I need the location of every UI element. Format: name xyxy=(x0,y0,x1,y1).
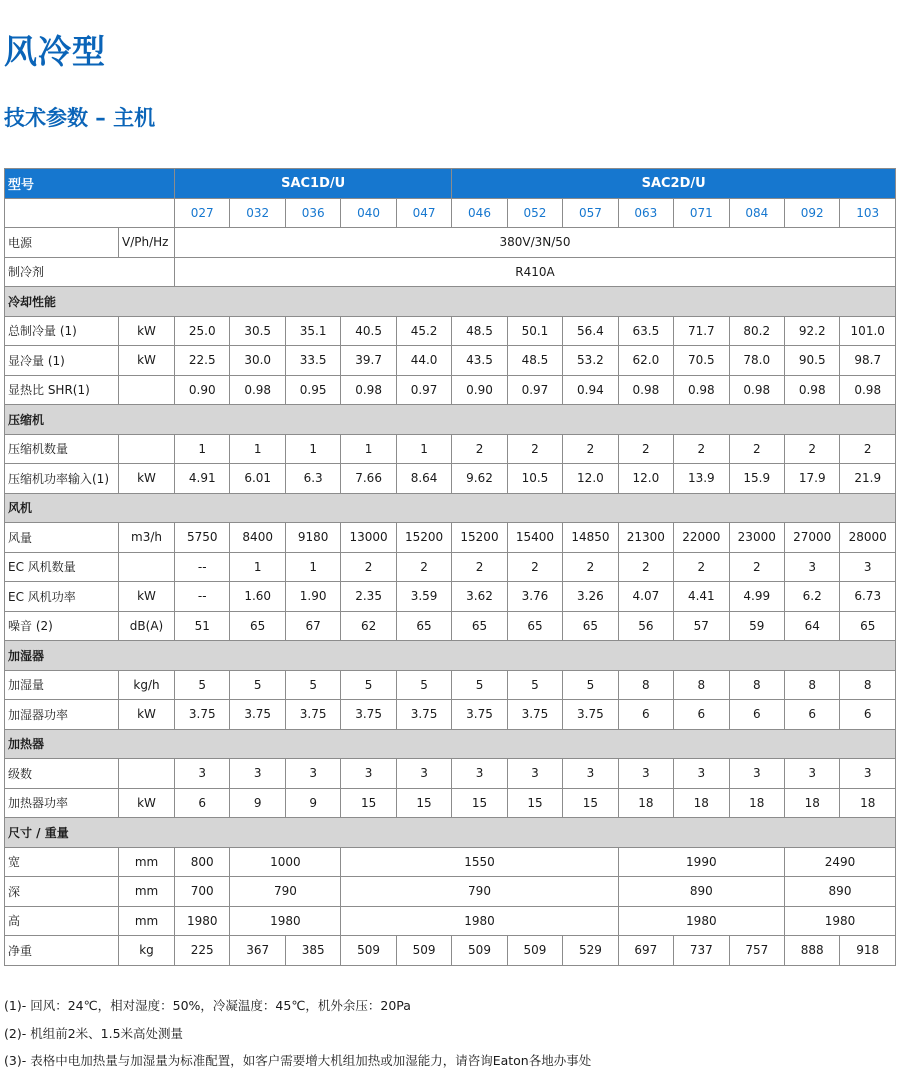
table-cell: 3.75 xyxy=(230,700,285,730)
table-cell: 53.2 xyxy=(563,346,618,376)
table-cell: 15 xyxy=(396,788,451,818)
table-cell: 40.5 xyxy=(341,316,396,346)
table-cell: 2 xyxy=(452,552,507,582)
table-cell: 1 xyxy=(230,552,285,582)
group-row-cooling xyxy=(5,287,896,317)
table-cell: 0.98 xyxy=(785,375,840,405)
table-header-row xyxy=(5,169,896,199)
table-cell: 1000 xyxy=(230,847,341,877)
table-cell: 65 xyxy=(230,611,285,641)
table-row xyxy=(5,552,896,582)
table-row xyxy=(5,346,896,376)
model-cell: 103 xyxy=(840,198,896,228)
table-cell: 56.4 xyxy=(563,316,618,346)
table-cell: 790 xyxy=(230,877,341,907)
table-cell: 8 xyxy=(618,670,673,700)
table-cell: 33.5 xyxy=(285,346,340,376)
model-cell: 027 xyxy=(175,198,230,228)
row-label: 级数 xyxy=(5,759,119,789)
table-cell: 3 xyxy=(785,759,840,789)
table-cell: 3 xyxy=(563,759,618,789)
table-cell: 63.5 xyxy=(618,316,673,346)
table-cell: 80.2 xyxy=(729,316,784,346)
table-cell: 43.5 xyxy=(452,346,507,376)
table-row xyxy=(5,877,896,907)
table-cell: 4.41 xyxy=(674,582,729,612)
table-cell: 8 xyxy=(729,670,784,700)
row-label: 噪音 (2) xyxy=(5,611,119,641)
group-label: 加湿器 xyxy=(5,641,896,671)
group-label: 冷却性能 xyxy=(5,287,896,317)
table-cell: 0.95 xyxy=(285,375,340,405)
table-cell: 9180 xyxy=(285,523,340,553)
table-cell: 4.99 xyxy=(729,582,784,612)
row-label: 风量 xyxy=(5,523,119,553)
table-cell: 1550 xyxy=(341,847,618,877)
table-cell: 385 xyxy=(285,936,340,966)
table-row xyxy=(5,936,896,966)
row-label: 制冷剂 xyxy=(5,257,175,287)
table-cell: 35.1 xyxy=(285,316,340,346)
model-cell: 046 xyxy=(452,198,507,228)
row-unit: mm xyxy=(119,906,175,936)
refrigerant-value: R410A xyxy=(175,257,896,287)
table-cell: 3.76 xyxy=(507,582,562,612)
row-unit xyxy=(119,434,175,464)
table-cell: 800 xyxy=(175,847,230,877)
table-cell: 21300 xyxy=(618,523,673,553)
table-cell: 48.5 xyxy=(452,316,507,346)
table-cell: 6 xyxy=(618,700,673,730)
table-cell: 30.5 xyxy=(230,316,285,346)
table-cell: 700 xyxy=(175,877,230,907)
table-row xyxy=(5,523,896,553)
group-row-dimensions xyxy=(5,818,896,848)
row-unit: kW xyxy=(119,346,175,376)
group-row-compressor xyxy=(5,405,896,435)
table-cell: 4.07 xyxy=(618,582,673,612)
table-cell: 529 xyxy=(563,936,618,966)
table-row xyxy=(5,375,896,405)
table-cell: 6 xyxy=(175,788,230,818)
table-cell: 3 xyxy=(175,759,230,789)
model-cell: 092 xyxy=(785,198,840,228)
table-cell: 3 xyxy=(396,759,451,789)
table-cell: 1980 xyxy=(175,906,230,936)
table-cell: 62 xyxy=(341,611,396,641)
table-cell: 2.35 xyxy=(341,582,396,612)
table-cell: 51 xyxy=(175,611,230,641)
table-cell: 64 xyxy=(785,611,840,641)
row-unit xyxy=(119,759,175,789)
model-cell: 040 xyxy=(341,198,396,228)
row-unit: mm xyxy=(119,877,175,907)
table-cell: 15.9 xyxy=(729,464,784,494)
table-cell: 8 xyxy=(840,670,896,700)
table-cell: 22000 xyxy=(674,523,729,553)
table-row xyxy=(5,611,896,641)
table-cell: 6.3 xyxy=(285,464,340,494)
table-cell: 757 xyxy=(729,936,784,966)
row-unit: m3/h xyxy=(119,523,175,553)
table-cell: 9 xyxy=(230,788,285,818)
table-row xyxy=(5,759,896,789)
table-cell: 4.91 xyxy=(175,464,230,494)
family-sac1du: SAC1D/U xyxy=(175,169,452,199)
group-label: 风机 xyxy=(5,493,896,523)
row-unit: kW xyxy=(119,700,175,730)
table-cell: -- xyxy=(175,582,230,612)
table-cell: 1 xyxy=(396,434,451,464)
table-cell: 3 xyxy=(341,759,396,789)
table-cell: 5 xyxy=(175,670,230,700)
table-cell: 6.73 xyxy=(840,582,896,612)
table-cell: 509 xyxy=(396,936,451,966)
table-cell: 15400 xyxy=(507,523,562,553)
table-cell: 3.59 xyxy=(396,582,451,612)
table-cell: 6 xyxy=(785,700,840,730)
table-cell: 3 xyxy=(230,759,285,789)
spec-table xyxy=(4,168,896,966)
table-row xyxy=(5,788,896,818)
table-cell: 1990 xyxy=(618,847,784,877)
table-row xyxy=(5,434,896,464)
table-cell: 25.0 xyxy=(175,316,230,346)
table-cell: 28000 xyxy=(840,523,896,553)
model-cell: 084 xyxy=(729,198,784,228)
table-cell: 0.98 xyxy=(618,375,673,405)
table-cell: 1 xyxy=(341,434,396,464)
table-cell: 18 xyxy=(840,788,896,818)
group-label: 压缩机 xyxy=(5,405,896,435)
table-cell: 65 xyxy=(452,611,507,641)
table-cell: 12.0 xyxy=(618,464,673,494)
table-cell: 0.98 xyxy=(341,375,396,405)
table-cell: 1 xyxy=(175,434,230,464)
table-cell: 509 xyxy=(341,936,396,966)
row-label: 宽 xyxy=(5,847,119,877)
table-cell: 2 xyxy=(452,434,507,464)
table-cell: 5 xyxy=(452,670,507,700)
table-cell: 15 xyxy=(341,788,396,818)
table-cell: 2 xyxy=(729,552,784,582)
table-cell: 15 xyxy=(507,788,562,818)
table-cell: 10.5 xyxy=(507,464,562,494)
table-cell: -- xyxy=(175,552,230,582)
table-cell: 6.01 xyxy=(230,464,285,494)
table-cell: 5 xyxy=(507,670,562,700)
table-cell: 367 xyxy=(230,936,285,966)
row-label: 加湿量 xyxy=(5,670,119,700)
table-cell: 44.0 xyxy=(396,346,451,376)
row-unit: kg/h xyxy=(119,670,175,700)
group-row-heater xyxy=(5,729,896,759)
table-cell: 13000 xyxy=(341,523,396,553)
model-cell: 036 xyxy=(285,198,340,228)
table-cell: 22.5 xyxy=(175,346,230,376)
table-cell: 1980 xyxy=(618,906,784,936)
table-cell: 9 xyxy=(285,788,340,818)
table-cell: 1980 xyxy=(230,906,341,936)
table-cell: 0.98 xyxy=(840,375,896,405)
row-label: EC 风机功率 xyxy=(5,582,119,612)
table-cell: 3.75 xyxy=(452,700,507,730)
table-cell: 2 xyxy=(618,434,673,464)
table-cell: 509 xyxy=(452,936,507,966)
table-cell: 1 xyxy=(285,434,340,464)
table-cell: 2 xyxy=(507,434,562,464)
table-cell: 9.62 xyxy=(452,464,507,494)
table-cell: 890 xyxy=(785,877,896,907)
model-cell: 063 xyxy=(618,198,673,228)
table-cell: 23000 xyxy=(729,523,784,553)
table-cell: 1 xyxy=(285,552,340,582)
table-cell: 65 xyxy=(396,611,451,641)
table-row xyxy=(5,670,896,700)
table-cell: 70.5 xyxy=(674,346,729,376)
table-cell: 6.2 xyxy=(785,582,840,612)
row-label: 显冷量 (1) xyxy=(5,346,119,376)
table-cell: 7.66 xyxy=(341,464,396,494)
table-cell: 1.90 xyxy=(285,582,340,612)
table-cell: 0.98 xyxy=(230,375,285,405)
table-cell: 18 xyxy=(618,788,673,818)
table-cell: 890 xyxy=(618,877,784,907)
refrigerant-row xyxy=(5,257,896,287)
table-cell: 57 xyxy=(674,611,729,641)
row-label: 电源 xyxy=(5,228,119,258)
table-cell: 56 xyxy=(618,611,673,641)
table-cell: 45.2 xyxy=(396,316,451,346)
table-row xyxy=(5,464,896,494)
table-cell: 3 xyxy=(729,759,784,789)
row-label: 深 xyxy=(5,877,119,907)
table-cell: 0.98 xyxy=(729,375,784,405)
table-cell: 27000 xyxy=(785,523,840,553)
table-cell: 14850 xyxy=(563,523,618,553)
table-cell: 3.75 xyxy=(507,700,562,730)
row-unit: V/Ph/Hz xyxy=(119,228,175,258)
table-cell: 6 xyxy=(840,700,896,730)
model-header: 型号 xyxy=(5,169,175,199)
model-cell: 071 xyxy=(674,198,729,228)
table-cell: 790 xyxy=(341,877,618,907)
table-cell: 13.9 xyxy=(674,464,729,494)
table-cell: 5 xyxy=(285,670,340,700)
table-cell: 888 xyxy=(785,936,840,966)
table-cell: 90.5 xyxy=(785,346,840,376)
table-cell: 2 xyxy=(729,434,784,464)
table-cell: 2 xyxy=(563,434,618,464)
table-row xyxy=(5,316,896,346)
table-cell: 5 xyxy=(563,670,618,700)
table-cell: 3.75 xyxy=(341,700,396,730)
row-label: 压缩机功率输入(1) xyxy=(5,464,119,494)
power-value: 380V/3N/50 xyxy=(175,228,896,258)
table-cell: 15 xyxy=(563,788,618,818)
row-unit xyxy=(119,552,175,582)
table-cell: 2 xyxy=(785,434,840,464)
table-cell: 2 xyxy=(396,552,451,582)
table-cell: 918 xyxy=(840,936,896,966)
table-cell: 59 xyxy=(729,611,784,641)
table-cell: 3.75 xyxy=(396,700,451,730)
group-label: 尺寸 / 重量 xyxy=(5,818,896,848)
table-cell: 50.1 xyxy=(507,316,562,346)
table-cell: 697 xyxy=(618,936,673,966)
table-cell: 18 xyxy=(785,788,840,818)
table-cell: 1980 xyxy=(785,906,896,936)
model-row xyxy=(5,198,896,228)
row-unit: mm xyxy=(119,847,175,877)
model-blank-cell xyxy=(5,198,175,228)
table-row xyxy=(5,582,896,612)
table-cell: 30.0 xyxy=(230,346,285,376)
table-cell: 0.90 xyxy=(175,375,230,405)
table-cell: 3 xyxy=(507,759,562,789)
table-cell: 3.75 xyxy=(175,700,230,730)
table-cell: 78.0 xyxy=(729,346,784,376)
row-unit: kW xyxy=(119,316,175,346)
table-cell: 6 xyxy=(674,700,729,730)
table-cell: 12.0 xyxy=(563,464,618,494)
table-cell: 3.26 xyxy=(563,582,618,612)
table-cell: 15200 xyxy=(396,523,451,553)
table-cell: 0.97 xyxy=(507,375,562,405)
table-cell: 39.7 xyxy=(341,346,396,376)
row-unit: kW xyxy=(119,582,175,612)
table-cell: 65 xyxy=(840,611,896,641)
table-cell: 3 xyxy=(452,759,507,789)
table-cell: 15200 xyxy=(452,523,507,553)
table-row xyxy=(5,906,896,936)
row-unit: kg xyxy=(119,936,175,966)
model-cell: 047 xyxy=(396,198,451,228)
table-cell: 1.60 xyxy=(230,582,285,612)
row-label: 加热器功率 xyxy=(5,788,119,818)
table-cell: 737 xyxy=(674,936,729,966)
table-cell: 92.2 xyxy=(785,316,840,346)
footnote: (2)- 机组前2米、1.5米高处测量 xyxy=(4,1025,184,1041)
table-cell: 17.9 xyxy=(785,464,840,494)
table-cell: 18 xyxy=(729,788,784,818)
section-title: 技术参数 – 主机 xyxy=(4,106,156,130)
table-cell: 225 xyxy=(175,936,230,966)
row-unit xyxy=(119,375,175,405)
row-label: 高 xyxy=(5,906,119,936)
group-row-humidifier xyxy=(5,641,896,671)
table-cell: 3 xyxy=(285,759,340,789)
row-unit: dB(A) xyxy=(119,611,175,641)
table-cell: 3 xyxy=(674,759,729,789)
table-cell: 21.9 xyxy=(840,464,896,494)
table-cell: 18 xyxy=(674,788,729,818)
row-unit: kW xyxy=(119,464,175,494)
model-cell: 052 xyxy=(507,198,562,228)
row-label: 总制冷量 (1) xyxy=(5,316,119,346)
table-cell: 101.0 xyxy=(840,316,896,346)
table-cell: 3 xyxy=(618,759,673,789)
table-cell: 3 xyxy=(785,552,840,582)
table-cell: 3.62 xyxy=(452,582,507,612)
footnote: (3)- 表格中电加热量与加湿量为标准配置，如客户需要增大机组加热或加湿能力，请咨询Eaton各地办事处 xyxy=(4,1053,592,1068)
group-label: 加热器 xyxy=(5,729,896,759)
table-cell: 98.7 xyxy=(840,346,896,376)
table-cell: 15 xyxy=(452,788,507,818)
table-cell: 2 xyxy=(674,552,729,582)
table-cell: 0.98 xyxy=(674,375,729,405)
table-cell: 2 xyxy=(563,552,618,582)
row-unit: kW xyxy=(119,788,175,818)
table-cell: 2 xyxy=(618,552,673,582)
table-cell: 3 xyxy=(840,552,896,582)
table-cell: 0.97 xyxy=(396,375,451,405)
family-sac2du: SAC2D/U xyxy=(452,169,896,199)
group-row-fan xyxy=(5,493,896,523)
table-cell: 3.75 xyxy=(285,700,340,730)
table-cell: 71.7 xyxy=(674,316,729,346)
table-cell: 1 xyxy=(230,434,285,464)
row-label: EC 风机数量 xyxy=(5,552,119,582)
table-cell: 5750 xyxy=(175,523,230,553)
table-cell: 5 xyxy=(396,670,451,700)
table-cell: 6 xyxy=(729,700,784,730)
table-cell: 8 xyxy=(674,670,729,700)
table-cell: 65 xyxy=(507,611,562,641)
table-cell: 2 xyxy=(341,552,396,582)
model-cell: 032 xyxy=(230,198,285,228)
model-cell: 057 xyxy=(563,198,618,228)
footnotes xyxy=(4,992,591,1075)
page-title: 风冷型 xyxy=(4,32,106,71)
table-cell: 5 xyxy=(341,670,396,700)
footnote: (1)- 回风：24℃，相对湿度：50%，冷凝温度：45℃，机外余压：20Pa xyxy=(4,998,411,1013)
table-cell: 509 xyxy=(507,936,562,966)
table-cell: 8.64 xyxy=(396,464,451,494)
row-label: 压缩机数量 xyxy=(5,434,119,464)
table-cell: 1980 xyxy=(341,906,618,936)
table-cell: 5 xyxy=(230,670,285,700)
table-cell: 2 xyxy=(840,434,896,464)
table-cell: 8 xyxy=(785,670,840,700)
table-cell: 3.75 xyxy=(563,700,618,730)
table-row xyxy=(5,700,896,730)
row-label: 显热比 SHR(1) xyxy=(5,375,119,405)
power-supply-row xyxy=(5,228,896,258)
row-label: 净重 xyxy=(5,936,119,966)
table-cell: 0.90 xyxy=(452,375,507,405)
table-cell: 2490 xyxy=(785,847,896,877)
table-cell: 67 xyxy=(285,611,340,641)
table-cell: 2 xyxy=(674,434,729,464)
table-cell: 8400 xyxy=(230,523,285,553)
table-cell: 3 xyxy=(840,759,896,789)
table-cell: 48.5 xyxy=(507,346,562,376)
table-row xyxy=(5,847,896,877)
table-cell: 0.94 xyxy=(563,375,618,405)
table-cell: 62.0 xyxy=(618,346,673,376)
row-label: 加湿器功率 xyxy=(5,700,119,730)
table-cell: 2 xyxy=(507,552,562,582)
table-cell: 65 xyxy=(563,611,618,641)
